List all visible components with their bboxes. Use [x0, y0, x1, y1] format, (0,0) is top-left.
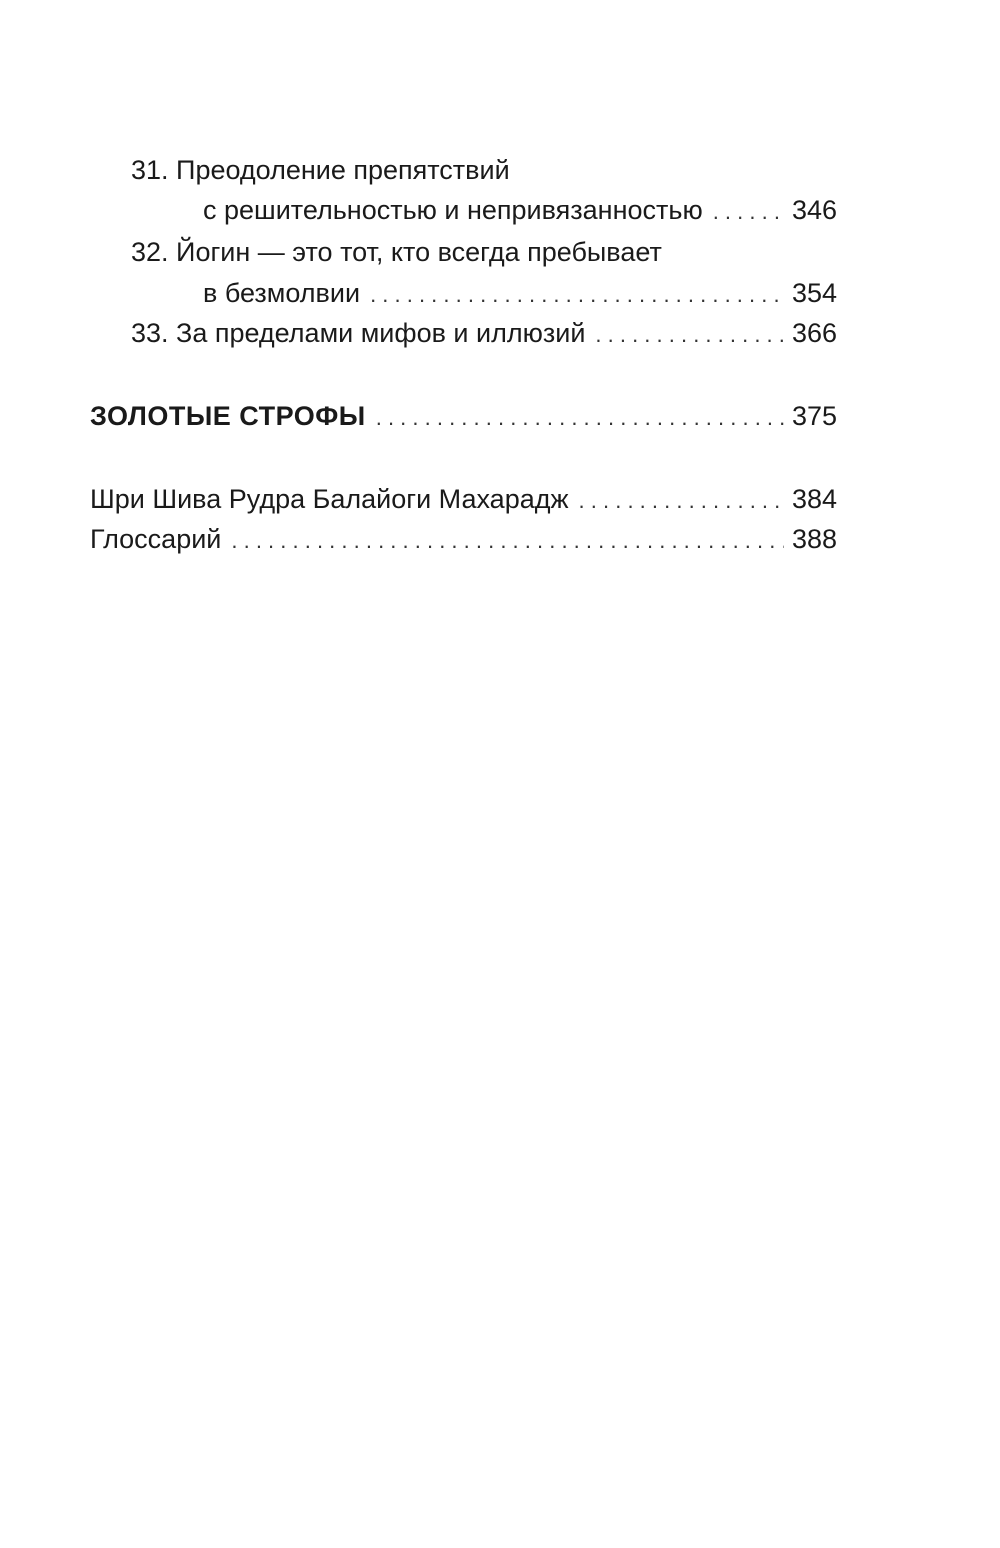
toc-entry-31-line1: 31. Преодоление препятствий	[131, 155, 510, 185]
toc-entry-33-page: 366	[791, 318, 837, 348]
toc-entry-glossary-title: Глоссарий	[90, 524, 222, 554]
toc-entry-33-title: 33. За пределами мифов и иллюзий	[131, 318, 586, 348]
toc-entry-32-line2	[203, 276, 837, 312]
dot-leader	[231, 524, 784, 558]
dot-leader	[595, 318, 784, 352]
toc-entry-bio	[90, 482, 837, 518]
toc-entry-32-page: 354	[791, 278, 837, 308]
toc-entry-31-line2	[203, 193, 837, 229]
toc-section-golden-title: ЗОЛОТЫЕ СТРОФЫ	[90, 401, 366, 431]
toc-section-golden-page: 375	[791, 401, 837, 431]
dot-leader	[713, 195, 784, 229]
toc-entry-32-title-cont: в безмолвии	[203, 278, 361, 308]
toc-entry-31-page: 346	[791, 195, 837, 225]
dot-leader	[579, 484, 784, 518]
toc-entry-32-line1: 32. Йогин — это тот, кто всегда пребывает	[131, 237, 662, 267]
toc-section-golden	[90, 399, 837, 435]
toc-entry-glossary	[90, 522, 837, 558]
toc-entry-bio-page: 384	[791, 484, 837, 514]
toc-entry-glossary-page: 388	[791, 524, 837, 554]
dot-leader	[376, 401, 784, 435]
dot-leader	[370, 278, 784, 312]
toc-entry-bio-title: Шри Шива Рудра Балайоги Махарадж	[90, 484, 569, 514]
toc-entry-33	[131, 316, 837, 352]
toc-entry-31-title-cont: с решительностью и непривязанностью	[203, 195, 703, 225]
